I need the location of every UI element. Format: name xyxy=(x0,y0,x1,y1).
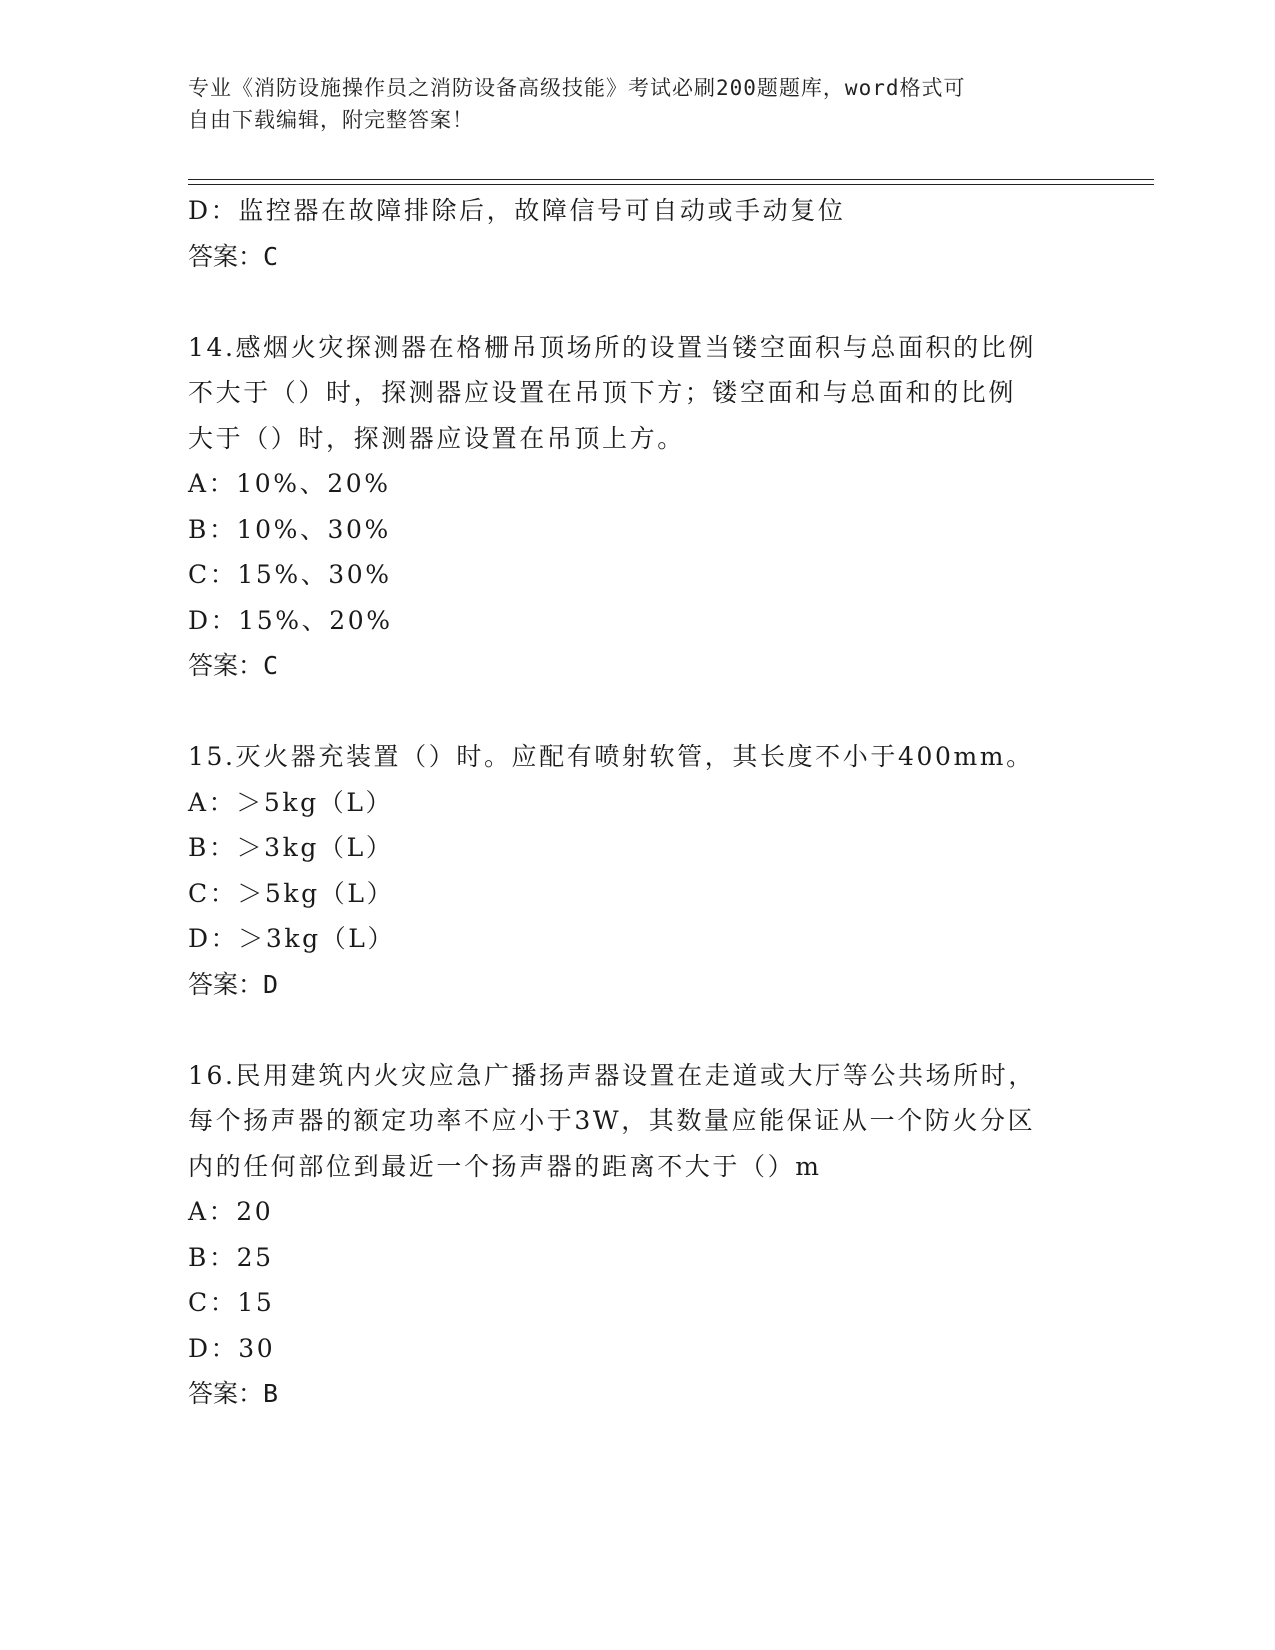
question-16 xyxy=(188,1053,1088,1417)
answer-value: D xyxy=(263,969,279,999)
question-stem-line: 不大于（）时，探测器应设置在吊顶下方；镂空面和与总面和的比例 xyxy=(188,378,1017,407)
answer-value: C xyxy=(263,241,279,271)
header-divider-bottom xyxy=(188,184,1154,185)
question-14 xyxy=(188,325,1088,689)
option-d: D：15%、20% xyxy=(188,605,393,635)
answer-label: 答案： xyxy=(188,1379,264,1408)
question-stem-line: 大于（）时，探测器应设置在吊顶上方。 xyxy=(188,423,685,453)
option-b: B：10%、30% xyxy=(188,514,391,544)
header-divider-top xyxy=(188,179,1154,180)
option-a: A：20 xyxy=(188,1197,274,1226)
question-answer xyxy=(188,962,1088,1008)
question-content xyxy=(188,188,1088,1417)
option-c: C：＞5kg（L） xyxy=(188,878,395,908)
answer-label: 答案： xyxy=(188,241,264,271)
answer-label: 答案： xyxy=(188,651,264,680)
question-stem-line: 每个扬声器的额定功率不应小于3W，其数量应能保证从一个防火分区 xyxy=(188,1106,1036,1135)
prev-question-answer xyxy=(188,234,1088,280)
option-a: A：10%、20% xyxy=(188,469,391,498)
question-stem-line: 内的任何部位到最近一个扬声器的距离不大于（）m xyxy=(188,1151,822,1181)
option-d: D：30 xyxy=(188,1333,276,1363)
option-b: B：＞3kg（L） xyxy=(188,833,394,862)
option-c: C：15%、30% xyxy=(188,560,392,589)
header-line-1: 专业《消防设施操作员之消防设备高级技能》考试必刷200题题库，word格式可 xyxy=(188,76,966,100)
header-line-2: 自由下载编辑，附完整答案！ xyxy=(188,108,474,132)
question-stem-line: 14.感烟火灾探测器在格栅吊顶场所的设置当镂空面积与总面积的比例 xyxy=(188,332,1036,362)
option-a: A：＞5kg（L） xyxy=(188,787,394,817)
option-b: B：25 xyxy=(188,1242,274,1272)
question-answer xyxy=(188,643,1088,689)
question-answer xyxy=(188,1371,1088,1417)
option-c: C：15 xyxy=(188,1288,275,1317)
answer-value: B xyxy=(263,1379,279,1408)
question-stem-line: 15.灭火器充装置（）时。应配有喷射软管，其长度不小于400mm。 xyxy=(188,742,1034,771)
prev-question-option-d: D：监控器在故障排除后，故障信号可自动或手动复位 xyxy=(188,196,846,225)
question-15 xyxy=(188,734,1088,1007)
question-stem-line: 16.民用建筑内火灾应急广播扬声器设置在走道或大厅等公共场所时， xyxy=(188,1060,1036,1090)
answer-value: C xyxy=(263,651,279,680)
answer-label: 答案： xyxy=(188,969,264,999)
document-header xyxy=(188,72,1088,136)
option-d: D：＞3kg（L） xyxy=(188,924,396,953)
